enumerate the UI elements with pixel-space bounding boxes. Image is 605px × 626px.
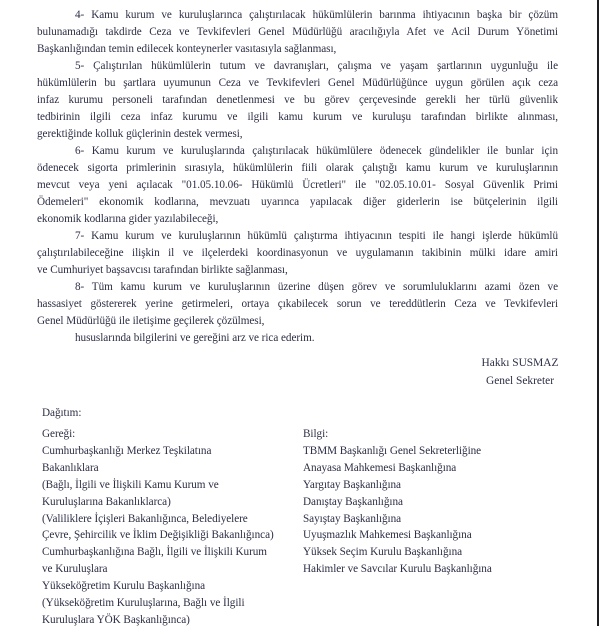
distribution-left-header: Gereği: [42, 428, 76, 440]
text-line: Ödemeleri" ekonomik kodlarına, mevzuatı uyarınca yapılacak diğer giderlerin ise bütçelerinin ilgili [37, 196, 558, 208]
paragraph [37, 279, 558, 330]
distribution-left-item: Bakanlıklara [42, 461, 99, 474]
body-text [37, 7, 558, 347]
distribution-right-item: Sayıştay Başkanlığına [303, 512, 402, 525]
text-line: hususlarında bilgilerini ve gereğini arz ve rica ederim. [75, 332, 315, 344]
distribution-section [42, 405, 587, 626]
text-line: tedbirinin ilgili ceza infaz kurumu ve ilgili kamu kurum ve kuruluşu tarafından birlikte alınması, [37, 111, 558, 123]
distribution-left-item: Cumhurbaşkanlığı Merkez Teşkilatına [42, 444, 212, 457]
text-line: infaz kurumu personeli tarafından denetlenmesi ve bu görev çerçevesinde gerekli her türlü güvenlik [37, 94, 558, 106]
paragraph [37, 143, 558, 228]
distribution-left-item: Cumhurbaşkanlığına Bağlı, İlgili ve İlişkili Kurum [42, 546, 267, 559]
paragraph [37, 330, 558, 347]
text-line: hassasiyet göstererek yerine getirmeleri, ortaya çıkabilecek sorun ve tereddütlerin Ceza ve Tevkifevleri [37, 298, 558, 310]
text-line: 6- Kamu kurum ve kuruluşlarında çalıştırılacak hükümlülere ödenecek gündelikler ile bunlar için [75, 145, 558, 157]
text-line: ödenecek sigorta primlerinin sırasıyla, hükümlülerin fiili olarak çalıştığı kamu kurum ve kuruluşlarının [37, 162, 558, 174]
distribution-right-list [303, 443, 583, 578]
text-line: ve Cumhuriyet başsavcısı tarafından birlikte sağlanması, [37, 264, 288, 276]
distribution-right-item: Danıştay Başkanlığına [303, 495, 403, 508]
paragraph [37, 7, 558, 58]
distribution-right-item: Hakimler ve Savcılar Kurulu Başkanlığına [303, 563, 492, 576]
text-line: çalıştırılabileceğine ilişkin il ve ilçelerdeki koordinasyonun ve uygulamanın takibinin mülki idare amiri [37, 247, 558, 259]
signatory-name: Hakkı SUSMAZ [481, 357, 559, 369]
text-line: ekonomik kodlarına gider yazılabileceği, [37, 213, 219, 225]
distribution-right-item: Yargıtay Başkanlığına [303, 478, 401, 491]
distribution-right-item: Yüksek Seçim Kurulu Başkanlığına [303, 546, 463, 559]
text-line: 8- Tüm kamu kurum ve kuruluşlarının üzerine düşen görev ve sorumluluklarını azami özen ve [75, 281, 558, 293]
distribution-left-item: Kuruluşlara YÖK Başkanlığınca) [42, 613, 190, 626]
page-edge-line [597, 0, 599, 626]
distribution-left-item: Çevre, Şehircilik ve İklim Değişikliği Bakanlığınca) [42, 529, 274, 542]
text-line: 7- Kamu kurum ve kuruluşlarının hükümlü çalıştırma ihtiyacının tespiti ile hangi işlerde hükümlü [75, 230, 558, 242]
distribution-columns [42, 426, 587, 626]
distribution-left-item: Kuruluşlarına Bakanlıklarca) [42, 495, 171, 508]
text-line: hükümlülerin bu şartlara uyumunun Ceza ve Tevkifevleri Genel Müdürlüğünce uygun görülen açık ceza [37, 77, 558, 89]
distribution-left-list [42, 443, 301, 626]
distribution-title: Dağıtım: [42, 407, 82, 419]
distribution-left-item: Yükseköğretim Kurulu Başkanlığına [42, 580, 206, 593]
distribution-right-item: TBMM Başkanlığı Genel Sekreterliğine [303, 444, 482, 457]
paragraph [37, 228, 558, 279]
paragraph [37, 58, 558, 143]
distribution-right-header: Bilgi: [303, 428, 329, 440]
signature-block [440, 354, 600, 390]
distribution-right-item: Anayasa Mahkemesi Başkanlığına [303, 461, 457, 474]
signatory-title: Genel Sekreter [486, 375, 554, 387]
distribution-left-item: (Yükseköğretim Kuruluşlarına, Bağlı ve İlgili [42, 597, 245, 610]
text-line: mevcut veya yeni açılacak "01.05.10.06- Hükümlü Ücretleri" ile "02.05.10.01- Sosyal Güvenlik Primi [37, 179, 558, 191]
distribution-left-item: (Bağlı, İlgili ve İlişkili Kamu Kurum ve [42, 478, 219, 491]
text-line: 4- Kamu kurum ve kuruluşlarınca çalıştırılacak hükümlülerin barınma ihtiyacının başka bir çözüm [75, 9, 558, 21]
text-line: gerektiğinde kolluk güçlerinin destek vermesi, [37, 128, 243, 140]
text-line: Genel Müdürlüğü ile iletişime geçilerek çözülmesi, [37, 315, 265, 327]
distribution-left-item: ve Kuruluşlara [42, 563, 108, 576]
text-line: 5- Çalıştırılan hükümlülerin tutum ve davranışları, çalışma ve yaşam şartlarının uygunluğu ile [75, 60, 558, 72]
text-line: Başkanlığından temin edilecek konteynerler vasıtasıyla sağlanması, [37, 43, 337, 55]
distribution-right-column [303, 426, 583, 578]
distribution-left-item: (Valiliklere İçişleri Bakanlığınca, Belediyelere [42, 512, 248, 525]
distribution-left-column [42, 426, 301, 626]
text-line: bulunamadığı takdirde Ceza ve Tevkifevleri Genel Müdürlüğü aracılığıyla Afet ve Acil Durum Yönetimi [37, 26, 558, 38]
distribution-right-item: Uyuşmazlık Mahkemesi Başkanlığına [303, 529, 472, 542]
